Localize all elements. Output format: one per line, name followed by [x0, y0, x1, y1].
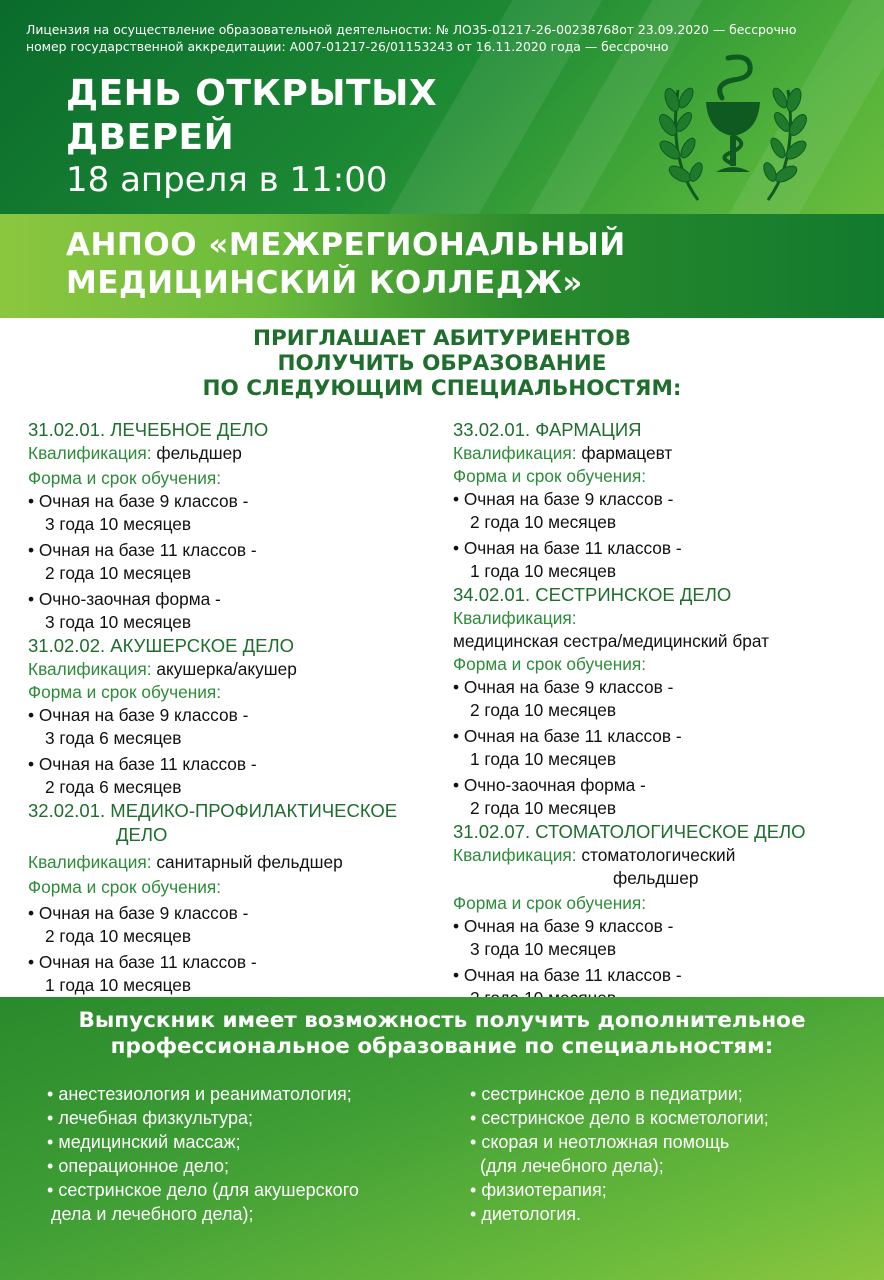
specialty-title-line: 32.02.01. МЕДИКО-ПРОФИЛАКТИЧЕСКОЕ: [28, 800, 398, 821]
study-option-form: • Очная на базе 11 классов -: [28, 540, 257, 560]
invitation-line: ПОЛУЧИТЬ ОБРАЗОВАНИЕ: [277, 351, 607, 376]
additional-specialty-text: • сестринское дело в косметологии;: [470, 1108, 769, 1128]
study-option-form: • Очная на базе 9 классов -: [453, 916, 673, 936]
qualification-value: санитарный фельдшер: [156, 852, 343, 872]
license-line: Лицензия на осуществление образовательной деятельности: № ЛО35-01217-26-00238768от 23.09.2020 — бессрочно: [26, 22, 797, 37]
additional-specialty-text: • скорая и неотложная помощь: [470, 1132, 729, 1152]
additional-specialty-text: • операционное дело;: [47, 1156, 229, 1176]
additional-specialty-text: • сестринское дело в педиатрии;: [470, 1084, 743, 1104]
additional-specialty-text-continued: (для лечебного дела);: [480, 1156, 664, 1176]
additional-specialty-item: [470, 1178, 880, 1202]
specialties-left-column: [28, 418, 448, 997]
qualification-label: Квалификация:: [453, 443, 577, 463]
study-option: [453, 537, 873, 583]
qualification-row: [28, 658, 448, 681]
additional-specialty-item: [47, 1154, 467, 1178]
specialty-block: [28, 799, 448, 997]
study-option-duration: 1 года 10 месяцев: [470, 561, 617, 581]
bowl-of-hygieia-laurel-icon: [658, 50, 808, 210]
invitation-line: ПРИГЛАШАЕТ АБИТУРИЕНТОВ: [252, 326, 631, 351]
study-option-duration: 2 года 10 месяцев: [470, 512, 617, 532]
additional-specialty-item: [470, 1106, 880, 1130]
additional-specialty-item: [47, 1082, 467, 1106]
study-option-duration: 1 года 10 месяцев: [470, 749, 617, 769]
study-option-form: • Очная на базе 11 классов -: [453, 538, 682, 558]
qualification-value: медицинская сестра/медицинский брат: [453, 631, 770, 651]
study-option: [453, 676, 873, 722]
event-date: 18 апреля в 11:00: [66, 160, 388, 200]
additional-specialty-item: [470, 1130, 880, 1178]
study-option: [28, 753, 448, 799]
specialty-title: 31.02.07. СТОМАТОЛОГИЧЕСКОЕ ДЕЛО: [453, 821, 806, 842]
study-option: [28, 704, 448, 750]
invitation-line: ПО СЛЕДУЮЩИМ СПЕЦИАЛЬНОСТЯМ:: [202, 376, 682, 401]
specialty-block: [453, 820, 873, 1010]
graduate-heading-line: профессиональное образование по специальностям:: [110, 1034, 774, 1059]
study-option: [453, 488, 873, 534]
additional-specialty-text: • медицинский массаж;: [47, 1132, 241, 1152]
form-label: Форма и срок обучения:: [453, 654, 647, 674]
additional-specialty-item: [470, 1082, 880, 1106]
additional-specialty-text: • физиотерапия;: [470, 1180, 607, 1200]
college-name-line: АНПОО «МЕЖРЕГИОНАЛЬНЫЙ: [66, 227, 626, 263]
specialty-title: 31.02.01. ЛЕЧЕБНОЕ ДЕЛО: [28, 419, 269, 440]
qualification-value: фельдшер: [156, 443, 242, 463]
study-option: [453, 774, 873, 820]
qualification-value: фармацевт: [581, 443, 673, 463]
qualification-row: [453, 442, 873, 465]
specialty-block: [453, 418, 873, 583]
study-option-duration: 3 года 10 месяцев: [45, 612, 192, 632]
event-title-line: ДЕНЬ ОТКРЫТЫХ: [66, 73, 438, 114]
qualification-label: Квалификация:: [453, 608, 577, 628]
form-label: Форма и срок обучения:: [28, 468, 222, 488]
additional-specialty-item: [47, 1130, 467, 1154]
study-option-duration: 2 года 10 месяцев: [470, 700, 617, 720]
graduate-heading-line: Выпускник имеет возможность получить дополнительное: [78, 1008, 806, 1033]
study-option: [28, 539, 448, 585]
specialty-title: 31.02.02. АКУШЕРСКОЕ ДЕЛО: [28, 635, 294, 656]
qualification-value: стоматологический: [581, 845, 736, 865]
study-option-duration: 3 года 10 месяцев: [45, 514, 192, 534]
qualification-row: [28, 851, 448, 874]
accreditation-line: номер государственной аккредитации: А007-01217-26/01153243 от 16.11.2020 года — бессрочно: [26, 39, 669, 54]
specialty-title: 33.02.01. ФАРМАЦИЯ: [453, 419, 642, 440]
specialty-title: [28, 799, 448, 847]
college-name-line: МЕДИЦИНСКИЙ КОЛЛЕДЖ»: [66, 265, 583, 301]
event-title-line: ДВЕРЕЙ: [66, 117, 235, 158]
qualification-row: [453, 844, 873, 867]
study-option-duration: 3 года 6 месяцев: [45, 728, 182, 748]
additional-specialty-text: • лечебная физкультура;: [47, 1108, 253, 1128]
form-label: Форма и срок обучения:: [453, 893, 647, 913]
study-option-form: • Очно-заочная форма -: [453, 775, 646, 795]
qualification-value-continued: фельдшер: [613, 868, 699, 888]
study-option-form: • Очная на базе 9 классов -: [453, 677, 673, 697]
study-option-duration: 3 года 10 месяцев: [470, 939, 617, 959]
additional-specialties-left: [47, 1082, 467, 1226]
study-option-form: • Очная на базе 11 классов -: [28, 754, 257, 774]
study-option-form: • Очная на базе 9 классов -: [28, 491, 248, 511]
invitation-heading: [0, 326, 884, 401]
study-option-form: • Очная на базе 9 классов -: [28, 705, 248, 725]
study-option-duration: 2 года 10 месяцев: [45, 563, 192, 583]
specialty-block: [453, 583, 873, 820]
study-option-duration: 2 года 10 месяцев: [470, 798, 617, 818]
study-option: [28, 490, 448, 536]
study-option: [453, 725, 873, 771]
study-option: [28, 902, 448, 948]
additional-specialties-right: [470, 1082, 880, 1226]
qualification-row: [28, 442, 448, 465]
event-title: [66, 72, 437, 160]
study-option-form: • Очная на базе 11 классов -: [453, 965, 682, 985]
additional-specialty-text: • анестезиология и реаниматология;: [47, 1084, 352, 1104]
college-name: [66, 226, 626, 302]
qualification-value: акушерка/акушер: [156, 659, 297, 679]
graduate-heading: [0, 1008, 884, 1060]
specialty-title: 34.02.01. СЕСТРИНСКОЕ ДЕЛО: [453, 584, 732, 605]
qualification-label: Квалификация:: [28, 852, 152, 872]
form-label: Форма и срок обучения:: [28, 877, 222, 897]
additional-specialty-text-continued: дела и лечебного дела);: [51, 1204, 254, 1224]
specialties-right-column: [453, 418, 873, 1010]
additional-specialty-item: [470, 1202, 880, 1226]
study-option: [28, 951, 448, 997]
form-label: Форма и срок обучения:: [28, 682, 222, 702]
specialty-title-line: ДЕЛО: [116, 824, 168, 845]
study-option: [453, 915, 873, 961]
additional-specialty-text: • диетология.: [470, 1204, 581, 1224]
qualification-label: Квалификация:: [28, 443, 152, 463]
study-option-form: • Очная на базе 11 классов -: [453, 726, 682, 746]
study-option-form: • Очная на базе 9 классов -: [28, 903, 248, 923]
study-option-form: • Очно-заочная форма -: [28, 589, 221, 609]
study-option: [28, 588, 448, 634]
form-label: Форма и срок обучения:: [453, 466, 647, 486]
qualification-label: Квалификация:: [453, 845, 577, 865]
study-option-duration: 1 года 10 месяцев: [45, 975, 192, 995]
study-option-duration: 2 года 6 месяцев: [45, 777, 182, 797]
study-option-form: • Очная на базе 11 классов -: [28, 952, 257, 972]
study-option-duration: 2 года 10 месяцев: [45, 926, 192, 946]
additional-specialty-item: [47, 1106, 467, 1130]
additional-specialty-text: • сестринское дело (для акушерского: [47, 1180, 359, 1200]
additional-specialty-item: [47, 1178, 467, 1226]
qualification-label: Квалификация:: [28, 659, 152, 679]
specialty-block: [28, 634, 448, 799]
study-option-form: • Очная на базе 9 классов -: [453, 489, 673, 509]
specialty-block: [28, 418, 448, 634]
